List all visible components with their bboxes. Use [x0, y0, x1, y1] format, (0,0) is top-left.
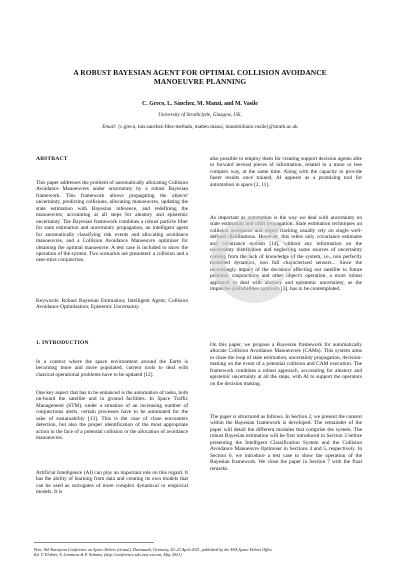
footer-rule — [34, 542, 154, 543]
intro-paragraph-1: In a context where the space environment around the Earth is becoming more and more populated, current tools to deal with classical operational problems have to be updated [12]. — [36, 359, 188, 378]
intro-paragraph-2: One key aspect that has to be enhanced is the automation of tasks, both on-board the satellite and in ground facilities. In Space Traffic Management (STM), under a situation of an increasing number of conjunctions alerts, certain processes have to be automated for the sake of sustainability [13]. This is the case of close encounters detection, but also the proper identification of the most appropriate action in the face of a potential collision or the allocation of avoidance manoeuvres. — [36, 390, 188, 442]
title-line-1: A ROBUST BAYESIAN AGENT FOR OPTIMAL COLLISION AVOIDANCE — [73, 68, 327, 77]
right-paragraph-2: As important as automation is the way we deal with uncertainty on state estimation and orbit propagation. State estimation techniques on collision avoidance and object tracking usually rely on single well-defined distributions. However, this relies only covariance estimates and covariance realism [14], without any information on the uncertainty distribution and neglecting some sources of uncertainty coming from the lack of knowledge of the system, i.e., non perfectly modelled dynamics, non full characterised sensors... Since the increasingly impact of the decisions affecting our satellite to future potential conjunctions and other object's operation, a more robust approach to deal with aleatory and epistemic uncertainty, as the imprecise probabilities approach [3], has to be contemplated. — [210, 215, 362, 292]
title-line-2: MANOEUVRE PLANNING — [153, 77, 247, 86]
author-list: C. Greco, L. Sánchez, M. Manzi, and M. Vasile — [142, 101, 258, 107]
email-addresses: {c.greco, luis.sanchez-fdez-mellado, matteo.manzi, massimiliano.vasile}@strath.ac.uk — [117, 124, 298, 130]
abstract-text: This paper addresses the problem of automatically allocating Collision Avoidance Manoeuvres under uncertainty by a robust Bayesian framework. This framework allows propagating the objects' uncertainty, predicting collisions, allocating manoeuvres, updating the state estimation with Bayesian inference, and redefining the manoeuvres, accounting at all steps for aleatory and epistemic uncertainty. The Bayesian framework combines a robust particle filter for state estimation and uncertainty propagation, an intelligent agent for automatically classifying risk events and allocating avoidance manoeuvres, and a Collision Avoidance Manoeuvre optimiser for obtaining the optimal manoeuvre. A test case is included to show the operation of the system. Two scenarios are presented: a collision and a near-miss conjunction. — [36, 180, 188, 264]
proceedings-footer — [34, 547, 366, 557]
affiliation: University of Strathclyde, Glasgow, UK, — [158, 112, 242, 118]
intro-paragraph-3: Artificial Intelligence (AI) can play an important role on this regard. It has the ability of learning from data and creating its own models that can be used as surrogates of more complex dynamical or empirical models. It is — [36, 470, 188, 496]
paper-title — [40, 68, 360, 86]
email-line — [40, 124, 360, 130]
right-paragraph-3: On this paper, we propose a Bayesian framework for automatically allocate Collision Avoidance Manoeuvres (CAMs). This system aims to close the loop of state estimation, uncertainty propagation, decision-making on the event of a potential collision and CAM execution. The framework combines a robust approach, accounting for aleatory and epistemic uncertainty at all the steps, with AI to support the operators on the decision making. — [210, 342, 362, 387]
footer-line-2: Ed. T. Flohrer, S. Lemmens & F. Schmitz, (http://conference.sdo.esoc.esa.int, May 2021) — [34, 552, 182, 558]
footer-line-1: Proc. 8th European Conference on Space Debris (virtual), Darmstadt, Germany, 20–23 April 2021, published by the ESA Space Debris Office — [34, 547, 273, 552]
right-paragraph-1: also possible to employ them for creating support decision agents able to forward several pieces of information, related in a more or less complex way, at the same time. Along with the capacity to provide faster results once trained, AI appears as a promising tool for automation in space [2, 11]. — [210, 156, 362, 188]
right-paragraph-4: The paper is structured as follows. In Section 2, we present the context within the Bayesian framework is developed. The remainder of the paper will detail the different modules that comprise the system. The robust Bayesian estimation will be first introduced in Section 3 before presenting the Intelligent Classification System and the Collision Avoidance Manoeuvre Optimiser in Sections 4 and 5, respectively. In Section 6, we introduce a test case to show the operation of the Bayesian framework. We close the paper in Section 7 with the final remarks. — [210, 414, 362, 472]
email-label: Email: — [102, 124, 117, 130]
abstract-heading: ABSTRACT — [36, 156, 68, 162]
introduction-heading: 1. INTRODUCTION — [36, 340, 89, 346]
keywords: Keywords: Robust Bayesian Estimation; Intelligent Agent; Collision Avoidance Optimisation; Epistemic Uncertainty. — [36, 298, 188, 311]
